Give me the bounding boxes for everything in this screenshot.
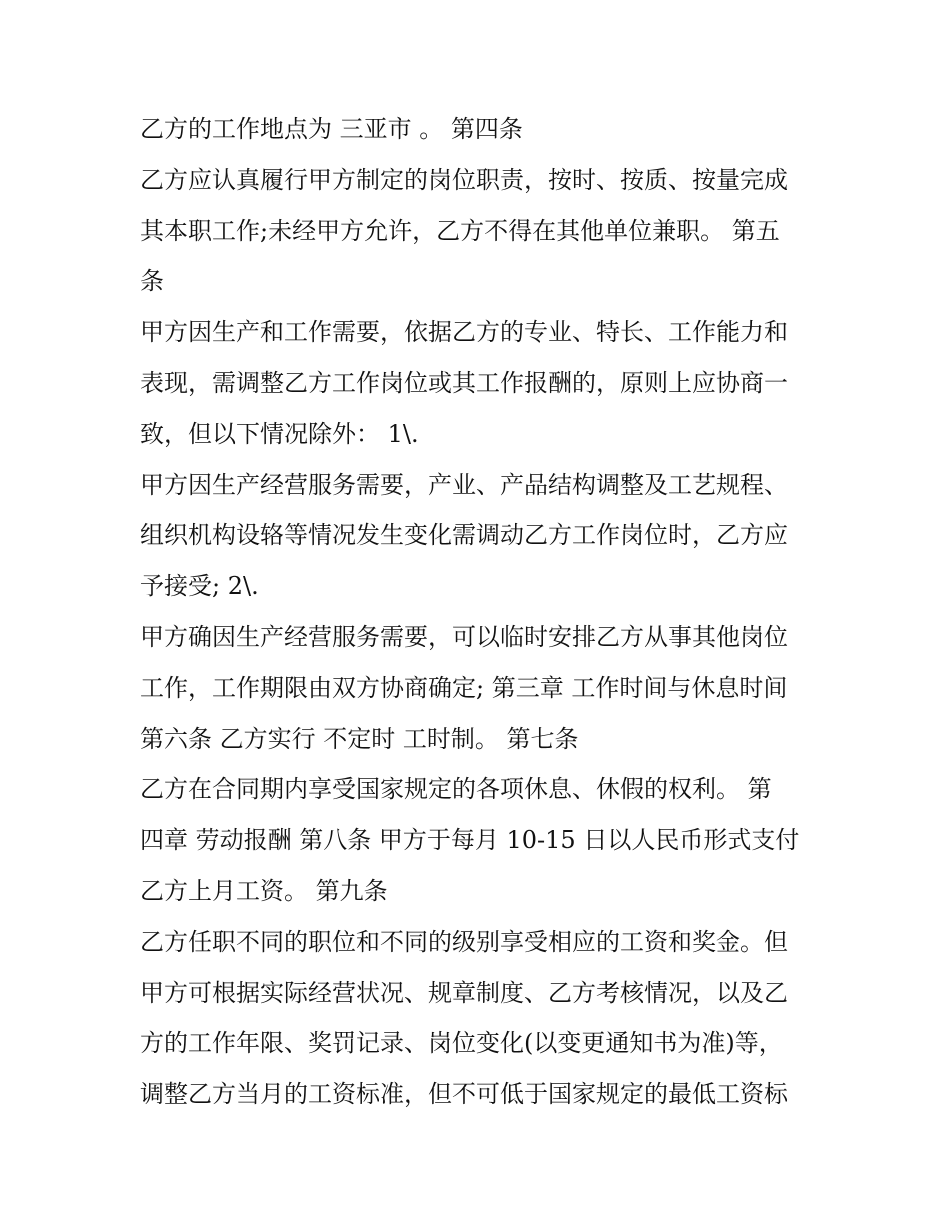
text-line: 予接受; 2\. [140,572,259,601]
text-line: 方的工作年限、奖罚记录、岗位变化(以变更通知书为准)等， [140,1029,783,1058]
text-line: 其本职工作;未经甲方允许，乙方不得在其他单位兼职。 第五 [140,216,780,245]
text-line: 甲方因生产经营服务需要，产业、产品结构调整及工艺规程、 [140,470,788,499]
text-line: 乙方应认真履行甲方制定的岗位职责，按时、按质、按量完成 [140,165,788,194]
text-line: 第六条 乙方实行 不定时 工时制。 第七条 [140,724,579,753]
text-line: 表现，需调整乙方工作岗位或其工作报酬的，原则上应协商一 [140,368,788,397]
document-body [140,104,830,1120]
text-line: 调整乙方当月的工资标准，但不可低于国家规定的最低工资标 [140,1080,788,1109]
text-line: 工作，工作期限由双方协商确定; 第三章 工作时间与休息时间 [140,673,788,702]
text-line: 组织机构设辂等情况发生变化需调动乙方工作岗位时，乙方应 [140,521,788,550]
text-line: 四章 劳动报酬 第八条 甲方于每月 10-15 日以人民币形式支付 [140,826,800,855]
text-line: 致，但以下情况除外： 1\. [140,419,419,448]
text-line: 甲方确因生产经营服务需要，可以临时安排乙方从事其他岗位 [140,622,788,651]
text-line: 乙方的工作地点为 三亚市 。 第四条 [140,115,523,143]
text-line: 条 [140,267,164,296]
text-line: 乙方在合同期内享受国家规定的各项休息、休假的权利。 第 [140,775,772,804]
text-line: 乙方任职不同的职位和不同的级别享受相应的工资和奖金。但 [140,927,788,956]
text-line: 甲方因生产和工作需要，依据乙方的专业、特长、工作能力和 [140,318,788,347]
text-line: 甲方可根据实际经营状况、规章制度、乙方考核情况，以及乙 [140,978,788,1007]
text-line: 乙方上月工资。 第九条 [140,876,388,905]
